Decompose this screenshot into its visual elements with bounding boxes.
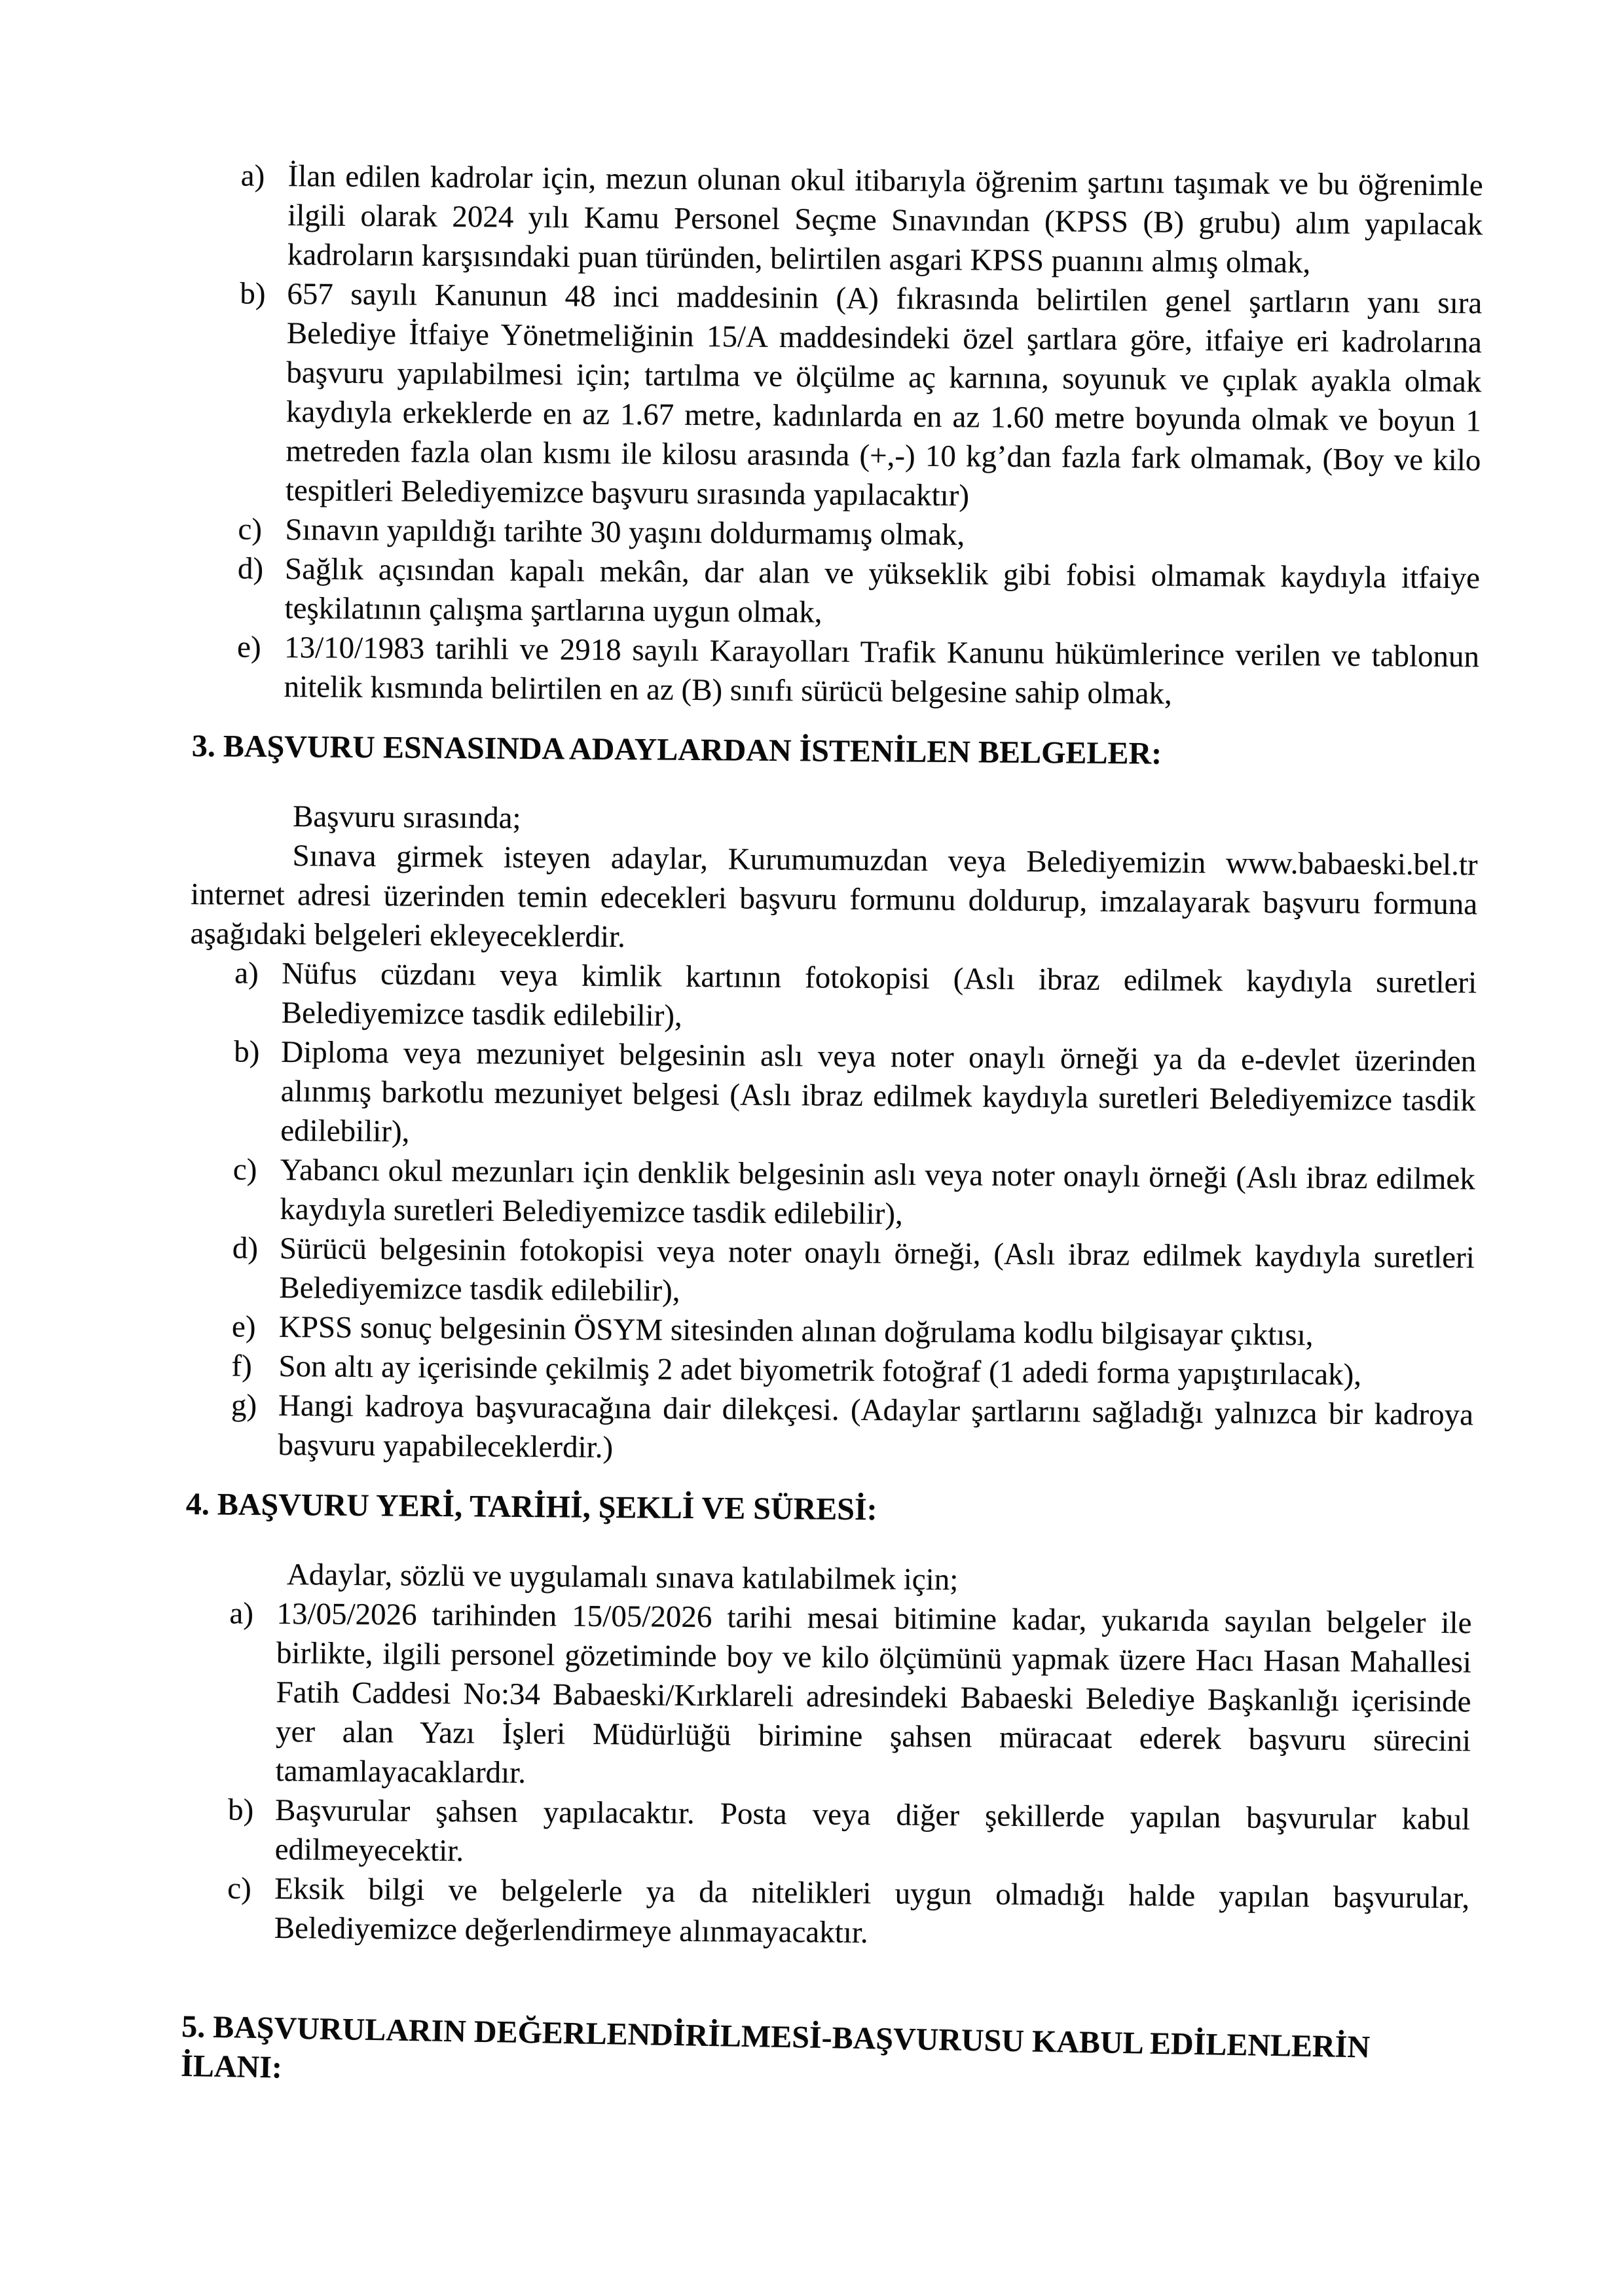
list-item-marker: d) — [237, 551, 264, 586]
list-item-text: Sağlık açısından kapalı mekân, dar alan ve yükseklik gibi fobisi olmamak kaydıyla itfaiye teşkilatının çalışma şartlarına uygun olmak, — [284, 552, 1481, 630]
application-procedure-list — [183, 1594, 1472, 1957]
required-documents-list — [186, 953, 1477, 1474]
list-item-marker: b) — [240, 276, 266, 311]
list-item-marker: b) — [227, 1793, 254, 1827]
section3-intro-line: Başvuru sırasında; — [292, 799, 521, 835]
list-item — [193, 549, 1480, 637]
list-item — [183, 1868, 1470, 1957]
list-item-text: 13/10/1983 tarihli ve 2918 sayılı Karayolları Trafik Kanunu hükümlerince verilen ve tablonun nitelik kısmında belirtilen en az (B) sınıfı sürücü belgesine sahip olmak, — [284, 630, 1480, 711]
list-item-marker: e) — [231, 1309, 256, 1344]
list-item-marker: a) — [240, 158, 265, 193]
document-text-column — [181, 156, 1483, 2096]
list-item-marker: f) — [231, 1349, 252, 1383]
list-item-text: Sınavın yapıldığı tarihte 30 yaşını doldurmamış olmak, — [285, 513, 965, 553]
list-item-text: Hangi kadroya başvuracağına dair dilekçesi. (Adaylar şartlarını sağladığı yalnızca bir kadroya başvuru yapabileceklerdir.) — [278, 1389, 1474, 1465]
list-item-text: Başvurular şahsen yapılacaktır. Posta veya diğer şekillerde yapılan başvurular kabul edilmeyecektir. — [274, 1793, 1471, 1868]
list-item-marker: c) — [232, 1152, 257, 1187]
list-item — [189, 953, 1477, 1042]
list-item — [192, 627, 1479, 716]
list-item — [189, 1032, 1476, 1159]
list-item — [186, 1385, 1473, 1474]
list-item-text: Son altı ay içerisinde çekilmiş 2 adet biyometrik fotoğraf (1 adedi forma yapıştırılacak), — [278, 1349, 1362, 1393]
list-item-text: 13/05/2026 tarihinden 15/05/2026 tarihi mesai bitimine kadar, yukarıda sayılan belgeler ile birlikte, ilgili personel gözetiminde boy ve kilo ölçümünü yapmak üzere Hacı Hasan Mahallesi Fatih Caddesi No:34 Babaeski/Kırklareli adresindeki Babaeski Belediye Başkanlığı içerisinde yer alan Yazı İşleri Müdürlüğü birimine şahsen müracaat ederek başvuru sürecini tamamlayacaklardır. — [275, 1597, 1472, 1791]
list-item-marker: b) — [234, 1034, 260, 1069]
section3-heading: 3. BAŞVURU ESNASINDA ADAYLARDAN İSTENİLEN BELGELER: — [191, 728, 1162, 771]
list-item-marker: c) — [227, 1871, 251, 1906]
list-item-marker: a) — [229, 1596, 254, 1631]
list-item-text: 657 sayılı Kanunun 48 inci maddesinin (A) fıkrasında belirtilen genel şartların yanı sıra Belediye İtfaiye Yönetmeliğinin 15/A maddesindeki özel şartlara göre, itfaiye eri kadrolarına başvuru yapılabilmesi için; tartılma ve ölçülme aç karnına, soyunuk ve çıplak ayakla olmak kaydıyla erkeklerde en az 1.67 metre, kadınlarda en az 1.60 metre boyunda olmak ve boyun 1 metreden fazla olan kısmı ile kilosu arasında (+,-) 10 kg’dan fazla fark olmamak, (Boy ve kilo tespitleri Belediyemizce başvuru sırasında yapılacaktır) — [285, 277, 1483, 513]
list-item-marker: d) — [232, 1231, 259, 1266]
list-item — [194, 274, 1483, 519]
section5-heading: 5. BAŞVURULARIN DEĞERLENDİRİLMESİ-BAŞVURUSU KABUL EDİLENLERİN İLANI: — [180, 2009, 1371, 2085]
section3-intro-paragraph: Sınava girmek isteyen adaylar, Kurumumuzdan veya Belediyemizin www.babaeski.bel.tr internet adresi üzerinden temin edecekleri başvuru formunu doldurup, imzalayarak başvuru formuna aşağıdaki belgeleri ekleyeceklerdir. — [190, 839, 1478, 955]
list-item-marker: g) — [231, 1388, 257, 1423]
list-item — [188, 1150, 1475, 1238]
list-item — [183, 1594, 1471, 1800]
list-item-text: İlan edilen kadrolar için, mezun olunan okul itibarıyla öğrenim şartını taşımak ve bu öğrenimle ilgili olarak 2024 yılı Kamu Personel Seçme Sınavından (KPSS (B) grubu) alım yapılacak kadroların karşısındaki puan türünden, belirtilen asgari KPSS puanını almış olmak, — [287, 159, 1483, 280]
list-item-text: Sürücü belgesinin fotokopisi veya noter onaylı örneği, (Aslı ibraz edilmek kaydıyla suretleri Belediyemizce tasdik edilebilir), — [279, 1231, 1475, 1308]
list-item-marker: a) — [234, 956, 259, 991]
section4-heading: 4. BAŞVURU YERİ, TARİHİ, ŞEKLİ VE SÜRESİ: — [185, 1486, 877, 1527]
section4-intro-line: Adaylar, sözlü ve uygulamalı sınava katılabilmek için; — [286, 1558, 959, 1597]
list-item-marker: c) — [238, 512, 263, 547]
list-item — [187, 1228, 1475, 1317]
list-item — [196, 156, 1483, 283]
list-item-text: Nüfus cüzdanı veya kimlik kartının fotokopisi (Aslı ibraz edilmek kaydıyla suretleri Belediyemizce tasdik edilebilir), — [281, 957, 1477, 1033]
list-item — [183, 1790, 1470, 1878]
general-conditions-list — [192, 156, 1483, 716]
list-item-text: KPSS sonuç belgesinin ÖSYM sitesinden alınan doğrulama kodlu bilgisayar çıktısı, — [278, 1310, 1314, 1353]
list-item-marker: e) — [236, 630, 261, 665]
list-item-text: Yabancı okul mezunları için denklik belgesinin aslı veya noter onaylı örneği (Aslı ibraz edilmek kaydıyla suretleri Belediyemizce tasdik edilebilir), — [280, 1153, 1475, 1231]
list-item-text: Eksik bilgi ve belgelerle ya da nitelikleri uygun olmadığı halde yapılan başvurular, Belediyemizce değerlendirmeye alınmayacaktır. — [274, 1872, 1470, 1950]
list-item-text: Diploma veya mezuniyet belgesinin aslı veya noter onaylı örneği ya da e-devlet üzerinden alınmış barkotlu mezuniyet belgesi (Aslı ibraz edilmek kaydıyla suretleri Belediyemizce tasdik edilebilir), — [280, 1035, 1477, 1149]
